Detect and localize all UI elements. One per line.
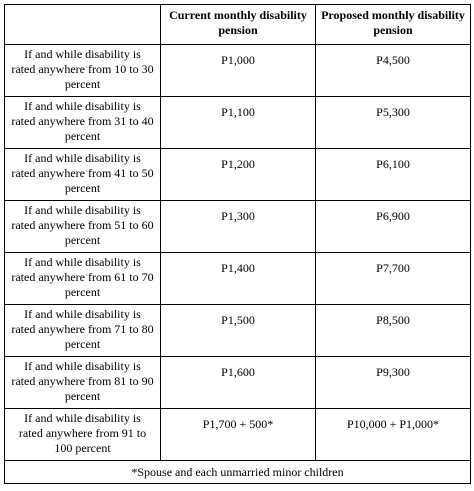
disability-pension-table [4,4,471,484]
rating-condition-cell: If and while disability is rated anywhere from 31 to 40 percent [5,97,161,149]
rating-condition-cell: If and while disability is rated anywhere from 81 to 90 percent [5,357,161,409]
table-row [5,253,471,305]
table-row [5,409,471,461]
current-pension-cell: P1,700 + 500* [161,409,316,461]
proposed-pension-cell: P9,300 [316,357,471,409]
table-row [5,97,471,149]
footnote-row [5,461,471,484]
proposed-pension-cell: P7,700 [316,253,471,305]
rating-condition-cell: If and while disability is rated anywhere from 41 to 50 percent [5,149,161,201]
corner-header-cell [5,5,161,45]
proposed-pension-cell: P6,100 [316,149,471,201]
current-pension-cell: P1,600 [161,357,316,409]
current-pension-header: Current monthly disability pension [161,5,316,45]
table-row [5,357,471,409]
table-row [5,149,471,201]
rating-condition-cell: If and while disability is rated anywhere from 91 to 100 percent [5,409,161,461]
proposed-pension-cell: P5,300 [316,97,471,149]
rating-condition-cell: If and while disability is rated anywhere from 71 to 80 percent [5,305,161,357]
current-pension-cell: P1,500 [161,305,316,357]
current-pension-cell: P1,100 [161,97,316,149]
rating-condition-cell: If and while disability is rated anywhere from 51 to 60 percent [5,201,161,253]
proposed-pension-header: Proposed monthly disability pension [316,5,471,45]
table-row [5,305,471,357]
proposed-pension-cell: P6,900 [316,201,471,253]
proposed-pension-cell: P10,000 + P1,000* [316,409,471,461]
current-pension-cell: P1,200 [161,149,316,201]
header-row [5,5,471,45]
table-row [5,201,471,253]
table-row [5,45,471,97]
proposed-pension-cell: P8,500 [316,305,471,357]
footnote-text: *Spouse and each unmarried minor children [5,461,471,484]
current-pension-cell: P1,400 [161,253,316,305]
current-pension-cell: P1,000 [161,45,316,97]
rating-condition-cell: If and while disability is rated anywhere from 61 to 70 percent [5,253,161,305]
proposed-pension-cell: P4,500 [316,45,471,97]
current-pension-cell: P1,300 [161,201,316,253]
rating-condition-cell: If and while disability is rated anywhere from 10 to 30 percent [5,45,161,97]
